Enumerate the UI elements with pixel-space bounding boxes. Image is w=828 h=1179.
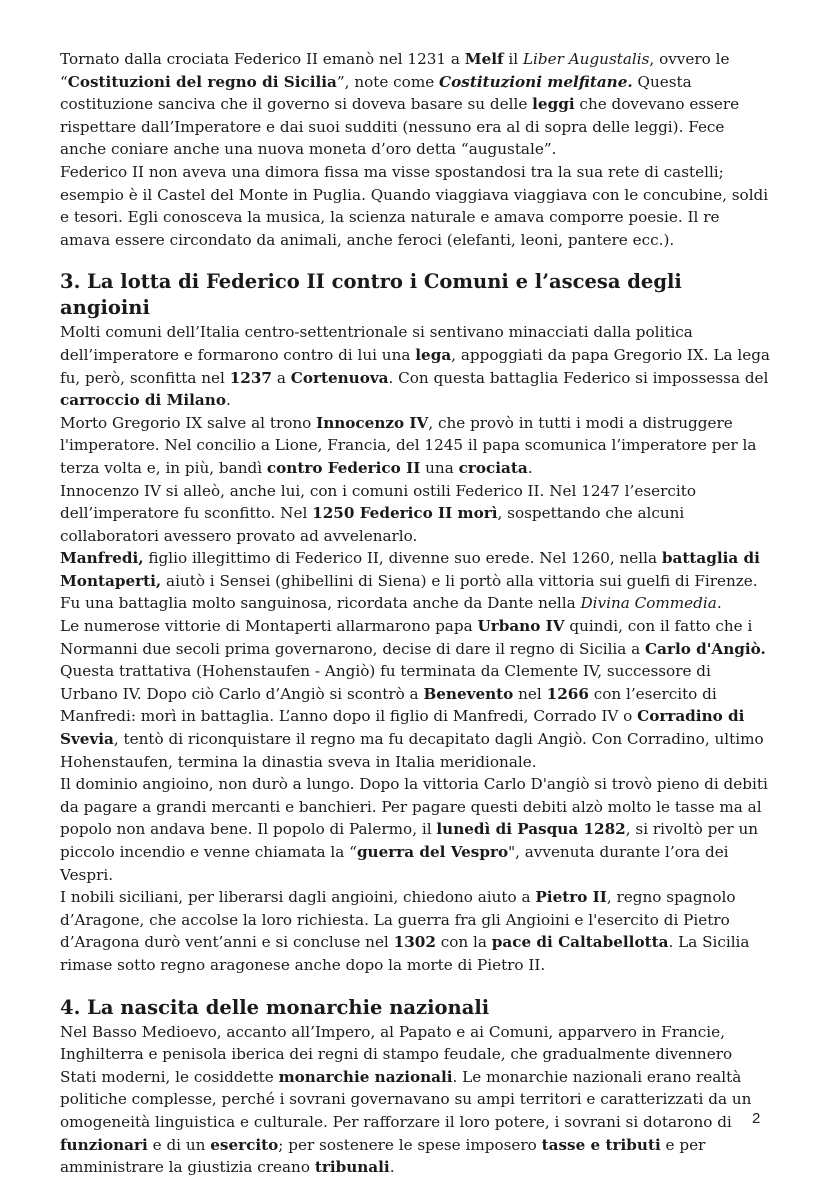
text-span: con l’esercito di Manfredi: morì in battaglia. L’anno dopo il figlio di Manfredi, Corrado IV o xyxy=(60,684,717,726)
text-span: . Con questa battaglia Federico si impossessa del xyxy=(388,368,769,387)
bold-term: monarchie nazionali xyxy=(278,1067,453,1086)
bold-term: funzionari xyxy=(60,1135,148,1154)
bold-term: guerra del Vespro xyxy=(356,843,509,861)
bold-term: Manfredi, xyxy=(60,549,144,568)
bold-term: Corradino di Svevia xyxy=(60,707,745,749)
bold-term: leggi xyxy=(532,95,575,114)
text-span: I nobili siciliani, per liberarsi dagli angioini, chiedono aiuto a xyxy=(60,888,536,907)
text-span: il xyxy=(503,50,523,68)
paragraph-lega-cortenuova xyxy=(60,321,772,411)
text-span: ”, note come xyxy=(336,72,440,91)
text-span: . Le monarchie nazionali erano realtà politiche complesse, perché i sovrani governavano su ampi territori e caratterizzati da un omogeneità linguistica e culturale. Per rafforzare il loro potere, i sovrani si dotarono di xyxy=(60,1067,752,1131)
text-span: . xyxy=(527,458,533,477)
paragraph-morte-federico xyxy=(60,480,772,548)
text-span: una xyxy=(420,458,459,477)
text-span: figlio illegittimo di Federico II, divenne suo erede. Nel 1260, nella xyxy=(143,549,662,568)
text-span: Questa trattativa (Hohenstaufen - Angiò) fu terminata da Clemente IV, successore di Urbano IV. Dopo ciò Carlo d’Angiò si scontrò a xyxy=(60,662,711,703)
text-span: ", avvenuta durante l’ora dei Vespri. xyxy=(60,843,729,884)
text-span: che dovevano essere rispettare dall’Imperatore e dai suoi sudditi (nessuno era al di sopra delle leggi). Fece anche coniare anche una nuova moneta d’oro detta “augustale”. xyxy=(60,95,740,159)
text-span: , sospettando che alcuni collaboratori avessero provato ad avvelenarlo. xyxy=(60,504,685,545)
page-number: 2 xyxy=(752,1110,761,1127)
text-span: e di un xyxy=(147,1135,211,1154)
text-span: , appoggiati da papa Gregorio IX. La lega fu, però, sconfitta nel xyxy=(60,345,770,387)
text-span: Il dominio angioino, non durò a lungo. Dopo la vittoria Carlo D'angiò si trovò pieno di debiti da pagare a grandi mercanti e banchieri. Per pagare questi debiti alzò molto le tasse ma al popolo non andava bene. Il popolo di Palermo, il xyxy=(60,775,768,839)
text-span: nel xyxy=(513,684,547,703)
text-span: Questa costituzione sanciva che il governo si doveva basare su delle xyxy=(60,72,692,114)
text-span: , che provò in tutti i modi a distruggere l'imperatore. Nel concilio a Lione, Francia, del 1245 il papa scomunica l’imperatore per la terza volta e, in più, bandì xyxy=(60,413,757,477)
bold-term: battaglia di Montaperti, xyxy=(60,549,760,590)
text-span: e per amministrare la giustizia creano xyxy=(60,1135,706,1177)
bold-term: 1237 xyxy=(229,368,273,387)
text-span: . La Sicilia rimase sotto regno aragonese anche dopo la morte di Pietro II. xyxy=(60,933,750,974)
text-span: quindi, con il fatto che i Normanni due secoli prima governarono, decise di dare il regno di Sicilia a xyxy=(60,617,753,658)
bold-term: Costituzioni del regno di Sicilia xyxy=(67,72,337,91)
section-3-heading: 3. La lotta di Federico II contro i Comuni e l’ascesa degli angioini xyxy=(60,270,682,320)
paragraph-monarchie-nazionali xyxy=(60,1021,772,1179)
text-span: Tornato dalla crociata Federico II emanò nel 1231 a xyxy=(60,50,465,68)
bold-term: Innocenzo IV xyxy=(316,413,429,432)
text-span: , regno spagnolo d’Aragone, che accolse la loro richiesta. La guerra fra gli Angioini e l'esercito di Pietro d’Aragona durò vent’anni e si concluse nel xyxy=(60,888,736,952)
bold-term: Cortenuova xyxy=(290,368,389,387)
text-span: ; per sostenere le spese imposero xyxy=(278,1135,542,1154)
bold-term: 1250 Federico II morì xyxy=(312,504,498,523)
paragraph-vespro xyxy=(60,773,772,886)
paragraph-innocenzo-iv xyxy=(60,412,772,480)
paragraph-carlo-angio xyxy=(60,615,772,773)
bold-term: Melf xyxy=(464,50,504,68)
paragraph-manfredi xyxy=(60,547,772,615)
bold-term: 1266 xyxy=(546,684,589,703)
bold-term: crociata xyxy=(458,458,528,477)
text-span: Nel Basso Medioevo, accanto all’Impero, al Papato e ai Comuni, apparvero in Francie, Inghilterra e penisola iberica dei regni di stampo feudale, che gradualmente divennero Stati moderni, le cosiddette xyxy=(60,1022,733,1086)
italic-term: Liber Augustalis xyxy=(522,50,650,68)
bold-term: lunedì di Pasqua 1282 xyxy=(436,820,626,839)
bold-term: esercito xyxy=(210,1135,279,1154)
bold-term: Benevento xyxy=(423,684,514,703)
text-span: Innocenzo IV si alleò, anche lui, con i comuni ostili Federico II. Nel 1247 l’esercito dell’imperatore fu sconfitto. Nel xyxy=(60,481,696,523)
bold-term: Urbano IV xyxy=(477,617,565,636)
paragraph-liber-augustalis xyxy=(60,48,772,161)
text-span: aiutò i Sensei (ghibellini di Siena) e li portò alla vittoria sui guelfi di Firenze. Fu una battaglia molto sanguinosa, ricordata anche da Dante nella xyxy=(60,571,758,613)
bold-term: Pietro II xyxy=(535,888,607,907)
bold-italic-term: Costituzioni melfitane. xyxy=(439,72,633,91)
text-span: Molti comuni dell’Italia centro-settentrionale si sentivano minacciati dalla politica dell’imperatore e formarono contro di lui una xyxy=(60,323,693,364)
bold-term: tribunali xyxy=(314,1158,390,1177)
bold-term: carroccio di Milano xyxy=(60,391,226,410)
paragraph-federico-dimora: Federico II non aveva una dimora fissa ma visse spostandosi tra la sua rete di castelli; esempio è il Castel del Monte in Puglia. Quando viaggiava viaggiava con le concubine, soldi e tesori. Egli conosceva la musica, la scienza naturale e amava comporre poesie. Il re amava essere circondato da animali, anche feroci (elefanti, leoni, pantere ecc.). xyxy=(60,162,769,249)
text-span: , tentò di riconquistare il regno ma fu decapitato dagli Angiò. Con Corradino, ultimo Hohenstaufen, termina la dinastia sveva in Italia meridionale. xyxy=(60,730,764,771)
text-span: . xyxy=(716,594,722,613)
italic-term: Divina Commedia xyxy=(580,594,717,613)
bold-term: 1302 xyxy=(393,933,436,952)
document-body xyxy=(60,48,772,1179)
text-span: Le numerose vittorie di Montaperti allarmarono papa xyxy=(60,617,478,636)
bold-term: contro Federico II xyxy=(266,458,421,477)
bold-term: tasse e tributi xyxy=(541,1135,661,1154)
bold-term: pace di Caltabellotta xyxy=(491,933,669,952)
bold-term: Carlo d'Angiò. xyxy=(645,639,766,658)
text-span: con la xyxy=(435,933,492,952)
text-span: . xyxy=(225,391,231,410)
text-span: Morto Gregorio IX salve al trono xyxy=(60,413,317,432)
text-span: a xyxy=(272,368,291,387)
text-span: . xyxy=(389,1158,395,1177)
section-4-heading: 4. La nascita delle monarchie nazionali xyxy=(60,995,490,1019)
bold-term: lega xyxy=(415,345,452,364)
text-span: , ovvero le “ xyxy=(60,50,730,91)
text-span: , si rivoltò per un piccolo incendio e venne chiamata la “ xyxy=(60,820,759,861)
paragraph-pietro-aragona xyxy=(60,886,772,976)
